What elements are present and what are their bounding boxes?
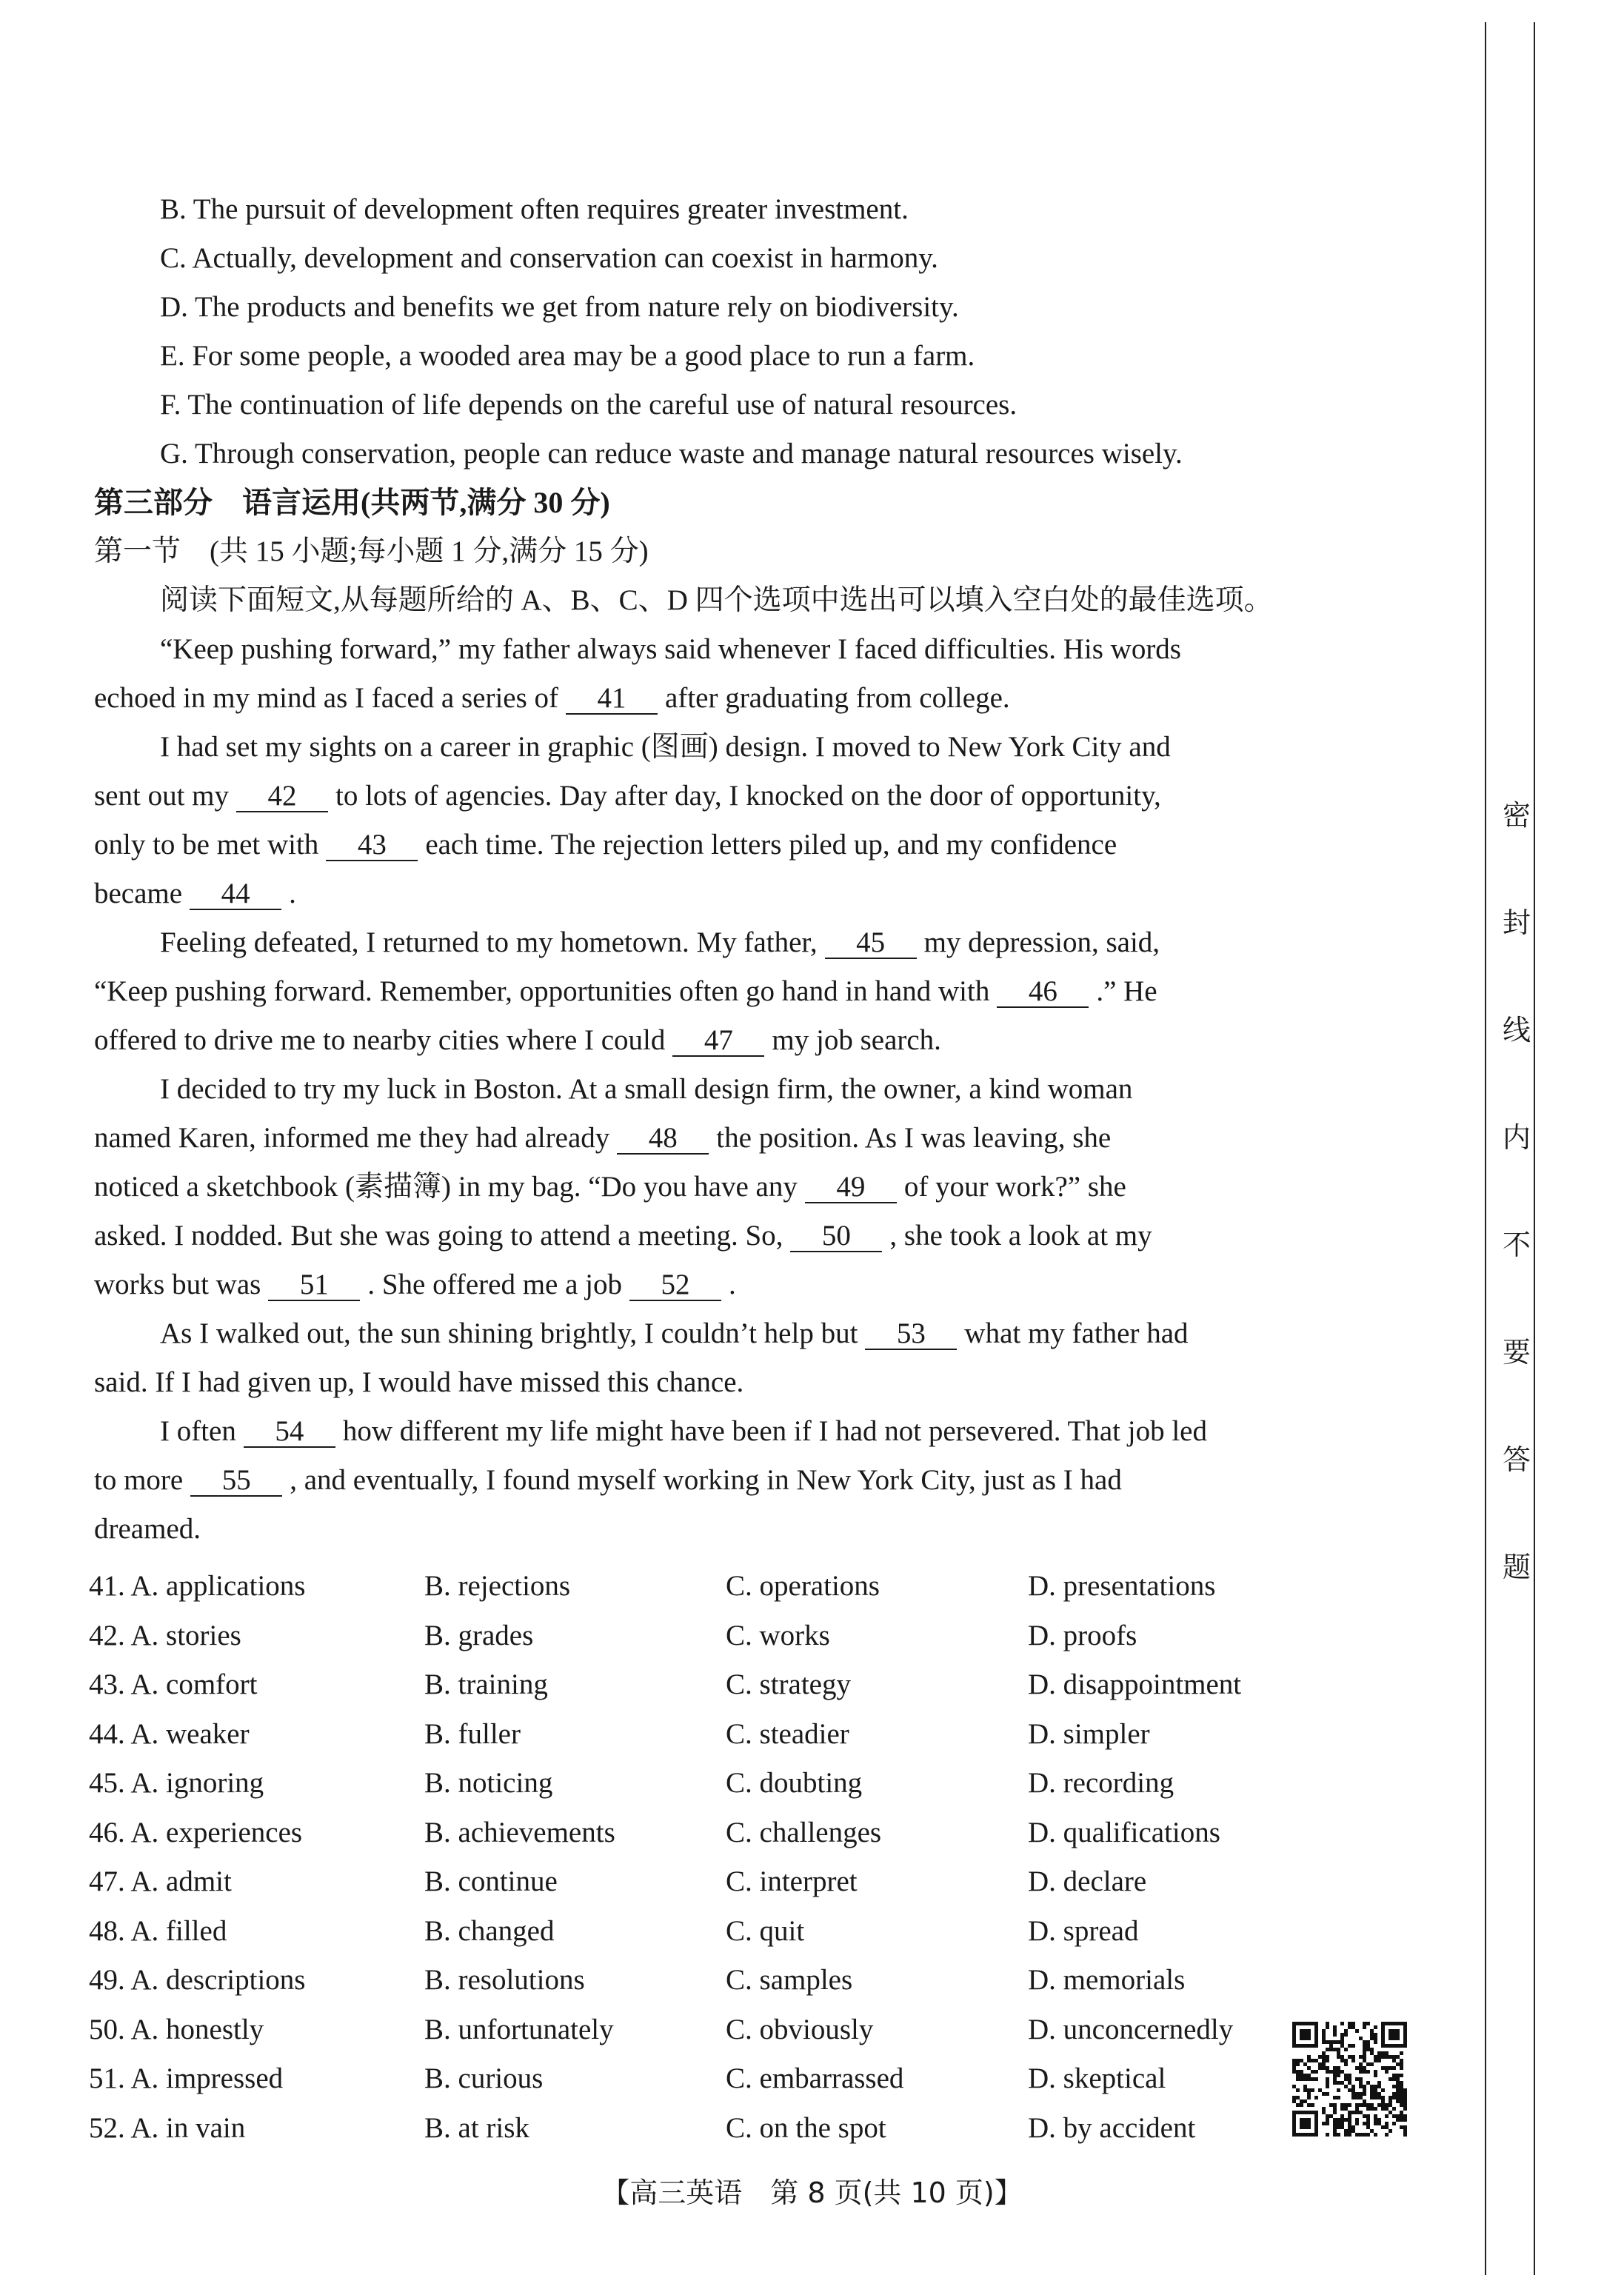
section-heading: 第一节 (共 15 小题;每小题 1 分,满分 15 分) bbox=[94, 535, 649, 567]
binding-char: 题 bbox=[1502, 1551, 1531, 1583]
passage-line: asked. I nodded. But she was going to attend a meeting. So, 50 , she took a look at my bbox=[94, 1220, 1152, 1252]
passage-line: noticed a sketchbook (素描簿) in my bag. “Do you have any 49 of your work?” she bbox=[94, 1171, 1126, 1203]
choice-d: D. skeptical bbox=[1028, 2062, 1166, 2094]
choice-a: 51. A. impressed bbox=[89, 2062, 284, 2094]
choice-c: C. steadier bbox=[726, 1717, 849, 1750]
binding-margin bbox=[1477, 22, 1559, 2275]
option-c-line: C. Actually, development and conservation can coexist in harmony. bbox=[160, 242, 938, 274]
choice-a: 52. A. in vain bbox=[89, 2111, 246, 2144]
page-footer: 【高三英语 第 8 页(共 10 页)】 bbox=[601, 2177, 1023, 2209]
choice-c: C. embarrassed bbox=[726, 2062, 904, 2094]
choice-a: 44. A. weaker bbox=[89, 1717, 250, 1750]
choice-a: 49. A. descriptions bbox=[89, 1964, 306, 1996]
blank-55: 55 bbox=[190, 1466, 282, 1497]
blank-41: 41 bbox=[566, 684, 658, 715]
choice-d: D. memorials bbox=[1028, 1964, 1186, 1996]
choice-c: C. obviously bbox=[726, 2013, 874, 2045]
choice-c: C. strategy bbox=[726, 1668, 851, 1700]
choice-c: C. samples bbox=[726, 1964, 853, 1996]
choice-d: D. spread bbox=[1028, 1914, 1139, 1947]
choice-c: C. on the spot bbox=[726, 2111, 886, 2144]
choice-b: B. resolutions bbox=[424, 1964, 585, 1996]
blank-46: 46 bbox=[997, 977, 1089, 1008]
passage-line: offered to drive me to nearby cities where I could 47 my job search. bbox=[94, 1024, 941, 1056]
binding-char: 要 bbox=[1502, 1336, 1531, 1369]
choice-d: D. simpler bbox=[1028, 1717, 1150, 1750]
passage-line: I had set my sights on a career in graphic (图画) design. I moved to New York City and bbox=[160, 731, 1171, 763]
blank-52: 52 bbox=[629, 1270, 721, 1301]
choice-d: D. qualifications bbox=[1028, 1816, 1220, 1848]
choice-a: 46. A. experiences bbox=[89, 1816, 303, 1848]
choice-b: B. changed bbox=[424, 1914, 555, 1947]
choice-d: D. presentations bbox=[1028, 1570, 1216, 1602]
choice-b: B. achievements bbox=[424, 1816, 615, 1848]
choice-d: D. recording bbox=[1028, 1767, 1174, 1799]
binding-line-inner bbox=[1485, 22, 1486, 2275]
binding-char: 内 bbox=[1502, 1121, 1531, 1154]
choice-c: C. operations bbox=[726, 1570, 880, 1602]
choice-b: B. rejections bbox=[424, 1570, 571, 1602]
passage-line: Feeling defeated, I returned to my hometown. My father, 45 my depression, said, bbox=[160, 926, 1160, 958]
option-e-line: E. For some people, a wooded area may be a good place to run a farm. bbox=[160, 340, 975, 372]
choice-c: C. interpret bbox=[726, 1865, 858, 1897]
passage-line: named Karen, informed me they had already 48 the position. As I was leaving, she bbox=[94, 1122, 1112, 1154]
option-b-line: B. The pursuit of development often requires greater investment. bbox=[160, 193, 909, 225]
choice-b: B. curious bbox=[424, 2062, 544, 2094]
choice-d: D. proofs bbox=[1028, 1619, 1137, 1651]
choice-c: C. challenges bbox=[726, 1816, 882, 1848]
passage-line: said. If I had given up, I would have missed this chance. bbox=[94, 1366, 744, 1398]
choice-d: D. by accident bbox=[1028, 2111, 1196, 2144]
passage-line: became 44 . bbox=[94, 878, 296, 909]
choice-b: B. grades bbox=[424, 1619, 534, 1651]
choice-c: C. doubting bbox=[726, 1767, 863, 1799]
choice-a: 47. A. admit bbox=[89, 1865, 232, 1897]
blank-53: 53 bbox=[865, 1319, 957, 1350]
passage-line: As I walked out, the sun shining brightly, I couldn’t help but 53 what my father had bbox=[160, 1317, 1189, 1349]
choice-a: 45. A. ignoring bbox=[89, 1767, 264, 1799]
passage-line: echoed in my mind as I faced a series of 41 after graduating from college. bbox=[94, 682, 1010, 714]
qr-code-icon bbox=[1292, 2022, 1407, 2137]
passage-line: sent out my 42 to lots of agencies. Day after day, I knocked on the door of opportunity, bbox=[94, 780, 1161, 812]
choice-d: D. unconcernedly bbox=[1028, 2013, 1234, 2045]
blank-42: 42 bbox=[236, 781, 328, 812]
choice-d: D. declare bbox=[1028, 1865, 1147, 1897]
choice-a: 50. A. honestly bbox=[89, 2013, 264, 2045]
choice-a: 42. A. stories bbox=[89, 1619, 241, 1651]
passage-line: works but was 51 . She offered me a job 52 . bbox=[94, 1269, 736, 1300]
passage-line: I often 54 how different my life might have been if I had not persevered. That job led bbox=[160, 1415, 1207, 1447]
passage-line: “Keep pushing forward. Remember, opportunities often go hand in hand with 46 .” He bbox=[94, 975, 1157, 1007]
passage-line: to more 55 , and eventually, I found myself working in New York City, just as I had bbox=[94, 1464, 1122, 1496]
passage-line: only to be met with 43 each time. The rejection letters piled up, and my confidence bbox=[94, 829, 1117, 861]
choice-a: 48. A. filled bbox=[89, 1914, 227, 1947]
binding-char: 线 bbox=[1502, 1014, 1531, 1046]
option-g-line: G. Through conservation, people can reduce waste and manage natural resources wisely. bbox=[160, 438, 1183, 470]
binding-char: 答 bbox=[1502, 1443, 1531, 1476]
choice-a: 41. A. applications bbox=[89, 1570, 306, 1602]
binding-char: 密 bbox=[1502, 799, 1531, 832]
passage-line: dreamed. bbox=[94, 1513, 201, 1545]
blank-54: 54 bbox=[244, 1417, 335, 1448]
blank-43: 43 bbox=[326, 830, 418, 861]
blank-49: 49 bbox=[805, 1172, 897, 1203]
blank-48: 48 bbox=[617, 1123, 709, 1155]
choice-c: C. works bbox=[726, 1619, 830, 1651]
binding-char: 不 bbox=[1502, 1229, 1531, 1261]
choice-a: 43. A. comfort bbox=[89, 1668, 258, 1700]
blank-44: 44 bbox=[190, 879, 281, 910]
passage-line: I decided to try my luck in Boston. At a small design firm, the owner, a kind woman bbox=[160, 1073, 1133, 1105]
part-heading: 第三部分 语言运用(共两节,满分 30 分) bbox=[94, 486, 610, 519]
choice-b: B. noticing bbox=[424, 1767, 553, 1799]
blank-51: 51 bbox=[268, 1270, 360, 1301]
instruction-text: 阅读下面短文,从每题所给的 A、B、C、D 四个选项中选出可以填入空白处的最佳选项。 bbox=[160, 584, 1273, 616]
choice-b: B. continue bbox=[424, 1865, 558, 1897]
choice-b: B. fuller bbox=[424, 1717, 521, 1750]
blank-47: 47 bbox=[672, 1026, 764, 1057]
option-d-line: D. The products and benefits we get from nature rely on biodiversity. bbox=[160, 291, 959, 323]
choice-b: B. unfortunately bbox=[424, 2013, 614, 2045]
passage-line: “Keep pushing forward,” my father always said whenever I faced difficulties. His words bbox=[160, 633, 1181, 665]
choice-d: D. disappointment bbox=[1028, 1668, 1242, 1700]
choice-b: B. training bbox=[424, 1668, 548, 1700]
choice-c: C. quit bbox=[726, 1914, 805, 1947]
blank-45: 45 bbox=[825, 928, 917, 959]
binding-char: 封 bbox=[1502, 906, 1531, 939]
option-f-line: F. The continuation of life depends on the careful use of natural resources. bbox=[160, 389, 1017, 421]
choice-b: B. at risk bbox=[424, 2111, 529, 2144]
blank-50: 50 bbox=[790, 1221, 882, 1252]
